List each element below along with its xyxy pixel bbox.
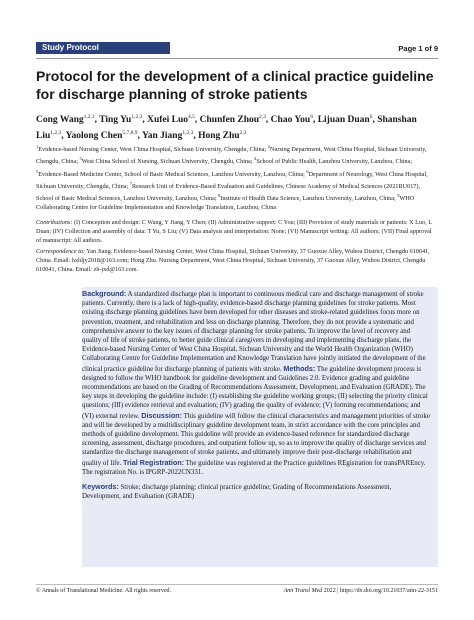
author-separator: , xyxy=(137,131,142,142)
author-name: Lijuan Duan xyxy=(317,115,370,126)
section-tag: Study Protocol xyxy=(36,42,170,54)
affiliation-number: 5 xyxy=(36,168,39,174)
author-name: Hong Zhu xyxy=(198,131,240,142)
author-separator: , xyxy=(265,115,271,126)
author-separator: , xyxy=(61,131,66,142)
correspondence xyxy=(36,247,438,275)
author-affiliation-marker: 5,7,8,9 xyxy=(122,130,138,137)
keywords-text: Stroke; discharge planning; clinical practice guideline; Grading of Recommendations Assessment, Development, and Evaluation (GRADE) xyxy=(82,484,392,501)
author-affiliation-marker: 4,5 xyxy=(188,114,195,120)
page-header xyxy=(36,42,438,56)
author-name: Cong Wang xyxy=(36,115,84,126)
author-affiliation-marker: 2,3 xyxy=(239,130,247,137)
author-affiliation-marker: 6 xyxy=(369,114,373,120)
affiliation-number: 9 xyxy=(397,193,400,199)
correspondence-text: Yan Jiang. Evidence-based Nursing Center, West China Hospital, Sichuan University, 37 Guoxue Alley, Wuhou District, Chengdu 610041, China. Email: hxhljy2018@163.com; Hong Zhu. Nursing Department, West China Hospital, Sichuan University, 37 Guoxue Alley, Wuhou District, Chengdu 610041, China. Email: zh-jxd@163.com. xyxy=(36,248,430,274)
author-affiliation-marker: 6 xyxy=(310,114,313,120)
discussion-text: This guideline will follow the clinical characteristics and management priorities of stroke and will be developed by a multidisciplinary guideline development team, in strict accordance with the core principles and methods of guideline development. This guideline will provide an evidence-based reference for standardized discharge screening, assessment, discharge procedures, and outpatient follow up, so as to improve the quality of discharge services and standardize the discharge management of stroke patients, and ultimately improve their post-discharge rehabilitation and quality of life. xyxy=(82,412,430,467)
background-text: A standardized discharge plan is important to continuous medical care and discharge management of stroke patients. Currently, there is a lack of high-quality, evidence-based discharge planning guidelines for stroke patients. Most existing discharge planning guidelines have been developed for other diseases and stroke-related guidelines focus more on prevention, treatment, and rehabilitation and less on discharge planning. Therefore, they do not provide a systematic and comprehensive answer to the key issues of discharge planning for stroke patients. To improve the level of recovery and quality of life of stroke patients, to better guide clinical caregivers in developing and implementing discharge plans, the Evidence-based Nursing Center of West China Hospital, Sichuan University and the World Health Organization (WHO) Collaborating Centre for Guideline Implementation and Knowledge Translation have jointly initiated the development of the clinical practice guideline for discharge planning of patients with stroke. xyxy=(82,291,426,373)
author-name: Yan Jiang xyxy=(141,131,183,142)
affiliation-number: 6 xyxy=(306,168,309,174)
author-separator: , xyxy=(142,115,148,126)
methods-label: Methods: xyxy=(283,363,316,373)
correspondence-label: Correspondence to: xyxy=(36,248,86,255)
registration-text: The guideline was registered at the Practice guidelines REgistration for transPAREncy. The registration No. is IPGRP-2022CN331. xyxy=(82,459,426,476)
author-name: Xufei Luo xyxy=(147,115,189,126)
affiliation-number: 8 xyxy=(218,193,221,199)
affiliation-text: Department of Neurology, West China Hospital, Sichuan University, Chengdu, China; xyxy=(36,170,428,190)
author-separator: , xyxy=(372,115,378,126)
author-name: Shanshan Liu xyxy=(36,115,417,142)
affiliation-number: 2 xyxy=(267,144,270,149)
author-list xyxy=(36,111,440,143)
author-name: Ting Yu xyxy=(99,115,132,126)
methods-text: The guideline development process is designed to follow the WHO handbook for guideline development and Guidelines 2.0. Evidence grading and guideline recommendations are based on the Grading of Recommendations Assessment, Development, and Evaluation (GRADE). The key steps in developing the guideline include: (I) establishing the guideline working groups; (II) selecting the priority clinical questions; (III) evidence retrieval and evaluation; (IV) grading the quality of evidence; (V) forming recommendations; and (VI) external review. xyxy=(82,365,428,420)
author-affiliation-marker: 1,2,3 xyxy=(83,114,95,120)
affiliation-text: Evidence-Based Medicine Center, School of Basic Medical Sciences, Lanzhou University, Lanzhou, China; xyxy=(38,170,307,178)
author-name: Chunfen Zhou xyxy=(199,115,260,126)
affiliation-text: School of Public Health, Lanzhou University, Lanzhou, China; xyxy=(256,158,412,166)
affiliation-text: Nursing Department, West China Hospital, Sichuan University, Chengdu, China; xyxy=(36,146,427,166)
header-divider xyxy=(36,58,438,59)
affiliation-text: West China School of Nursing, Sichuan University, Chengdu, China; xyxy=(81,158,255,166)
contributions-text: (I) Conception and design: C Wang, Y Jiang, Y Chen; (II) Administrative support: C You; (III) Provision of study materials or patients: X Luo, L Duan; (IV) Collection and assembly of data: T Yu, S Liu; (V) Data analysis and interpretation: None; (VI) Manuscript writing: All authors; (VII) Final approval of manuscript: All authors. xyxy=(36,219,432,245)
affiliation-number: 7 xyxy=(129,180,133,186)
author-affiliation-marker: 1,2,3 xyxy=(131,114,143,120)
author-separator: , xyxy=(94,115,100,126)
journal-name: Ann Transl Med xyxy=(283,588,323,594)
citation-info xyxy=(284,588,438,594)
footer-divider xyxy=(36,584,438,585)
discussion-label: Discussion: xyxy=(141,410,183,420)
abstract-keywords xyxy=(82,482,431,501)
abstract-background xyxy=(82,289,431,477)
keywords-label: Keywords: xyxy=(82,482,119,492)
contributions-label: Contributions: xyxy=(36,219,73,226)
affiliation-text: Institute of Health Data Science, Lanzhou University, Lanzhou, China; xyxy=(220,195,398,203)
affiliation-text: Evidence-based Nursing Center, West China Hospital, Sichuan University, Chengdu, China; xyxy=(38,146,268,154)
affiliation-number: 1 xyxy=(36,144,39,149)
page-footer xyxy=(36,588,438,598)
copyright-notice: © Annals of Translational Medicine. All rights reserved. xyxy=(36,588,172,594)
author-separator: , xyxy=(193,131,199,142)
article-title: Protocol for the development of a clinical practice guideline for discharge planning of stroke patients xyxy=(36,68,434,102)
abstract-box xyxy=(82,287,438,567)
affiliations xyxy=(36,142,438,213)
author-separator: , xyxy=(312,115,318,126)
author-affiliation-marker: 1,2,3 xyxy=(50,130,62,137)
affiliation-text: Research Unit of Evidence-Based Evaluation and Guidelines, Chinese Academy of Medical Sciences (2021RU017), School of Basic Medical Sciences, Lanzhou University, Lanzhou, China; xyxy=(36,182,421,203)
author-name: Chao You xyxy=(270,115,311,126)
author-affiliation-marker: 2,3 xyxy=(259,114,266,120)
page-number: Page 1 of 9 xyxy=(398,44,438,53)
doi-citation: 2022 | https://dx.doi.org/10.21037/atm-22-3151 xyxy=(322,588,438,594)
affiliation-number: 3 xyxy=(79,156,82,162)
registration-label: Trial Registration: xyxy=(122,457,185,467)
contributions xyxy=(36,218,438,246)
author-affiliation-marker: 1,2,3 xyxy=(182,130,194,137)
background-label: Background: xyxy=(82,289,127,298)
author-separator: , xyxy=(194,115,200,126)
affiliation-number: 4 xyxy=(254,156,257,162)
author-name: Yaolong Chen xyxy=(65,131,123,142)
affiliation-text: WHO Collaborating Centre for Guideline Implementation and Knowledge Translation, Lanzhou, China xyxy=(36,195,415,212)
